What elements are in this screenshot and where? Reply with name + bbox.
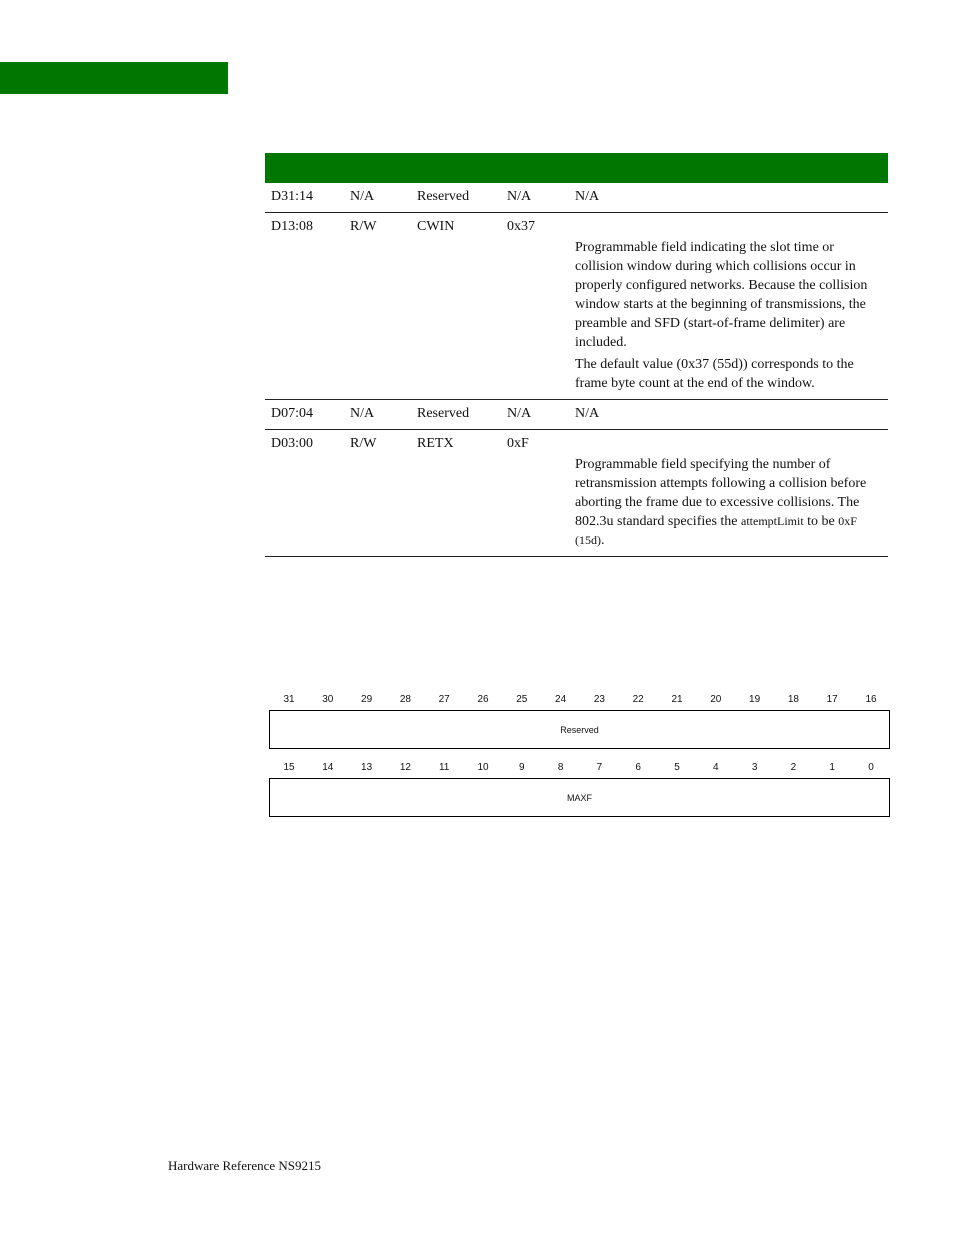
access-cell: R/W (344, 430, 411, 557)
description-term: attemptLimit (741, 514, 804, 528)
bit-number: 29 (361, 694, 373, 705)
access-cell: N/A (344, 400, 411, 430)
bit-number: 3 (751, 762, 758, 773)
bit-number: 12 (399, 762, 411, 773)
table-row (265, 400, 888, 430)
bit-number: 16 (865, 694, 877, 705)
reset-cell: N/A (501, 400, 569, 430)
description-text: Programmable field specifying the number of retransmission attempts following a collision before aborting the frame due to excessive collisions. The 802.3u standard specifies the (575, 457, 867, 529)
bit-number: 28 (399, 694, 411, 705)
bits-cell: D31:14 (265, 183, 344, 213)
bit-number: 0 (868, 762, 874, 773)
reset-cell: 0x37 (501, 213, 569, 400)
table-row (265, 213, 888, 400)
description-cell: N/A (569, 183, 888, 213)
description-cell (569, 213, 888, 400)
field-label: Reserved (560, 724, 599, 735)
reserved-field-box (269, 710, 890, 749)
bit-number: 2 (790, 762, 797, 773)
bit-number: 26 (477, 694, 489, 705)
bit-number: 30 (322, 694, 334, 705)
bit-number: 14 (322, 762, 334, 773)
bit-number: 13 (361, 762, 373, 773)
bit-number: 27 (438, 694, 450, 705)
bit-number: 10 (477, 762, 489, 773)
bits-cell: D07:04 (265, 400, 344, 430)
page-footer: Hardware Reference NS9215 (168, 1158, 322, 1173)
maxf-field-box (269, 778, 890, 817)
description-paragraph: Programmable field indicating the slot time or collision window during which collisions occur in properly configured networks. Because the collision window starts at the beginning of transmissions, the preamble and SFD (start-of-frame delimiter) are included. (575, 240, 868, 350)
bit-number: 17 (826, 694, 838, 705)
bit-number: 25 (516, 694, 528, 705)
chapter-tab-bar (0, 62, 228, 94)
mnemonic-cell: Reserved (411, 400, 501, 430)
bit-number: 21 (671, 694, 683, 705)
bits-cell: D03:00 (265, 430, 344, 557)
description-value: 0xF (15d) (575, 514, 857, 547)
bit-number: 9 (519, 762, 525, 773)
bit-number: 15 (283, 762, 295, 773)
register-bit-table (265, 153, 888, 557)
bit-number: 11 (438, 762, 450, 773)
lower-bit-numbers (269, 762, 889, 776)
reset-cell: N/A (501, 183, 569, 213)
description-paragraph (575, 455, 884, 550)
bit-number: 4 (713, 762, 719, 773)
bit-number: 1 (829, 762, 835, 773)
bit-number: 18 (787, 694, 799, 705)
table-row (265, 430, 888, 557)
description-text: . (601, 533, 605, 548)
mnemonic-cell: CWIN (411, 213, 501, 400)
bit-number: 6 (635, 762, 641, 773)
description-text: to be (803, 514, 839, 529)
bit-number: 7 (596, 762, 603, 773)
bit-number: 19 (749, 694, 761, 705)
table-header-row (265, 153, 888, 183)
bit-number: 31 (283, 694, 295, 705)
field-label: MAXF (566, 792, 592, 803)
bit-number: 24 (555, 694, 567, 705)
reset-cell: 0xF (501, 430, 569, 557)
upper-bit-numbers (269, 694, 889, 708)
access-cell: N/A (344, 183, 411, 213)
description-cell (569, 430, 888, 557)
mnemonic-cell: RETX (411, 430, 501, 557)
bit-number: 5 (674, 762, 680, 773)
bit-number: 23 (593, 694, 605, 705)
table-row (265, 183, 888, 213)
bit-number: 8 (557, 762, 564, 773)
bits-cell: D13:08 (265, 213, 344, 400)
access-cell: R/W (344, 213, 411, 400)
mnemonic-cell: Reserved (411, 183, 501, 213)
description-paragraph: The default value (0x37 (55d)) corresponds to the frame byte count at the end of the window. (575, 357, 854, 391)
bit-number: 22 (632, 694, 644, 705)
description-cell: N/A (569, 400, 888, 430)
bit-number: 20 (710, 694, 722, 705)
